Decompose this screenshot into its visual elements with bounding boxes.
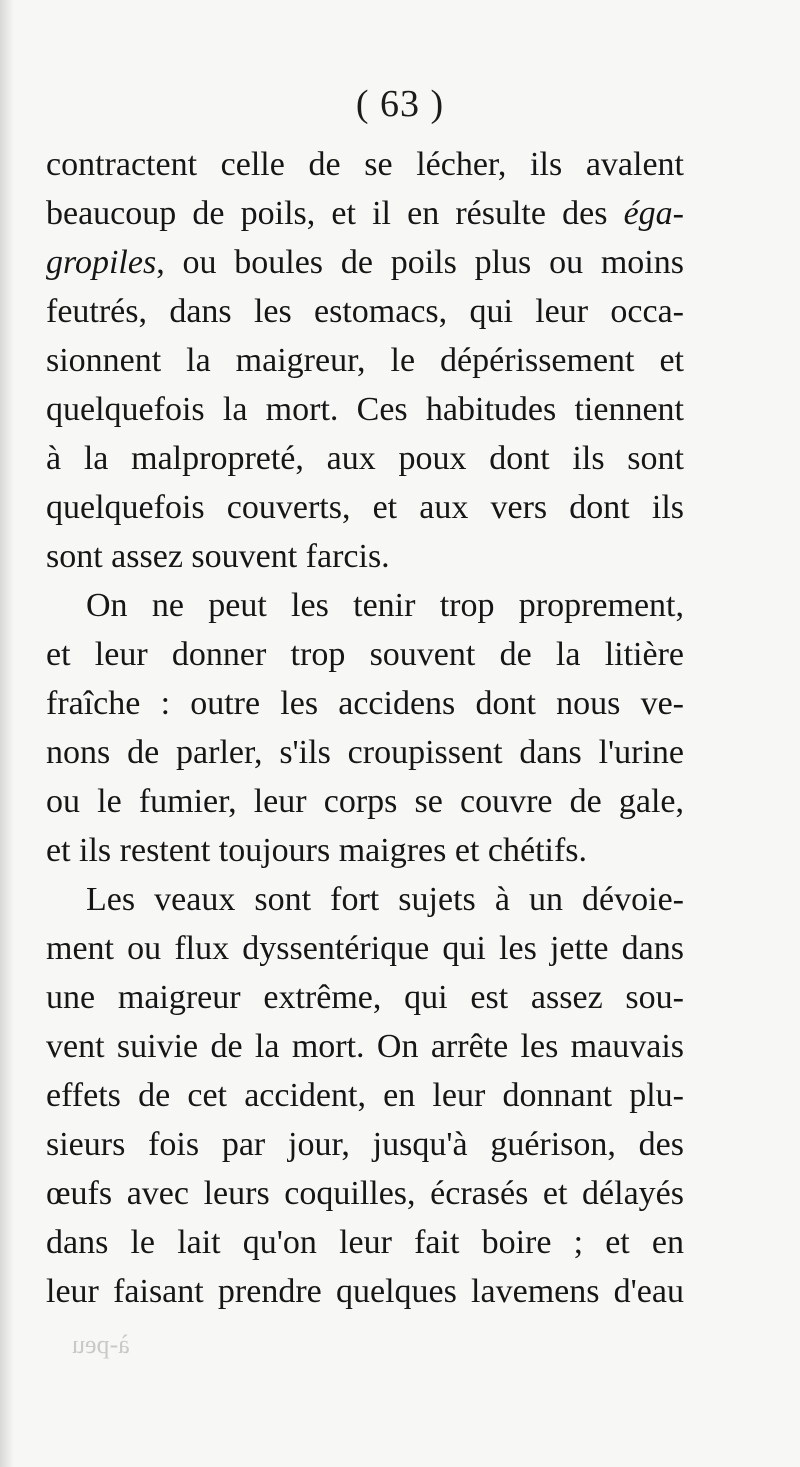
text-line-20: effets de cet accident, en leur donnant plu- [46, 1077, 684, 1114]
page-edge-shadow [0, 0, 14, 1467]
text-line-12: fraîche : outre les accidens dont nous ve- [46, 685, 684, 722]
text-line-19: vent suivie de la mort. On arrête les mauvais [46, 1028, 684, 1065]
text-line-24: leur faisant prendre quelques lavemens d'eau [46, 1273, 684, 1310]
text-line-23: dans le lait qu'on leur fait boire ; et en [46, 1224, 684, 1261]
text-line-9: sont assez souvent farcis. [46, 538, 390, 575]
text-line-4: feutrés, dans les estomacs, qui leur occa- [46, 293, 684, 330]
text-line-22: œufs avec leurs coquilles, écrasés et délayés [46, 1175, 684, 1212]
text-line-11: et leur donner trop souvent de la litière [46, 636, 684, 673]
italic-term-ega: éga- [623, 195, 684, 232]
text-line-3 [46, 238, 684, 287]
italic-term-gropiles: gropiles [46, 244, 157, 281]
text-line-14: ou le fumier, leur corps se couvre de gale, [46, 783, 684, 820]
text-line-1: contractent celle de se lécher, ils avalent [46, 146, 684, 183]
text-line-21: sieurs fois par jour, jusqu'à guérison, des [46, 1126, 684, 1163]
text-line-17: ment ou flux dyssentérique qui les jette dans [46, 930, 684, 967]
text-line-18: une maigreur extrême, qui est assez sou- [46, 979, 684, 1016]
text-line-5: sionnent la maigreur, le dépérissement et [46, 342, 684, 379]
text-line-6: quelquefois la mort. Ces habitudes tiennent [46, 391, 684, 428]
text-line-8: quelquefois couverts, et aux vers dont ils [46, 489, 684, 526]
text-line-2-roman: beaucoup de poils, et il en résulte des [46, 195, 624, 232]
text-line-2 [46, 189, 684, 238]
text-line-3-roman: , ou boules de poils plus ou moins [156, 244, 684, 281]
text-line-7: à la malpropreté, aux poux dont ils sont [46, 440, 684, 477]
show-through-text: à-peu [72, 1330, 130, 1359]
text-line-16: Les veaux sont fort sujets à un dévoie- [86, 881, 684, 918]
body-text [46, 140, 684, 1316]
text-line-15: et ils restent toujours maigres et chétifs. [46, 832, 588, 869]
text-line-13: nons de parler, s'ils croupissent dans l'urine [46, 734, 684, 771]
text-line-10: On ne peut les tenir trop proprement, [86, 587, 684, 624]
page-number: ( 63 ) [355, 83, 445, 125]
